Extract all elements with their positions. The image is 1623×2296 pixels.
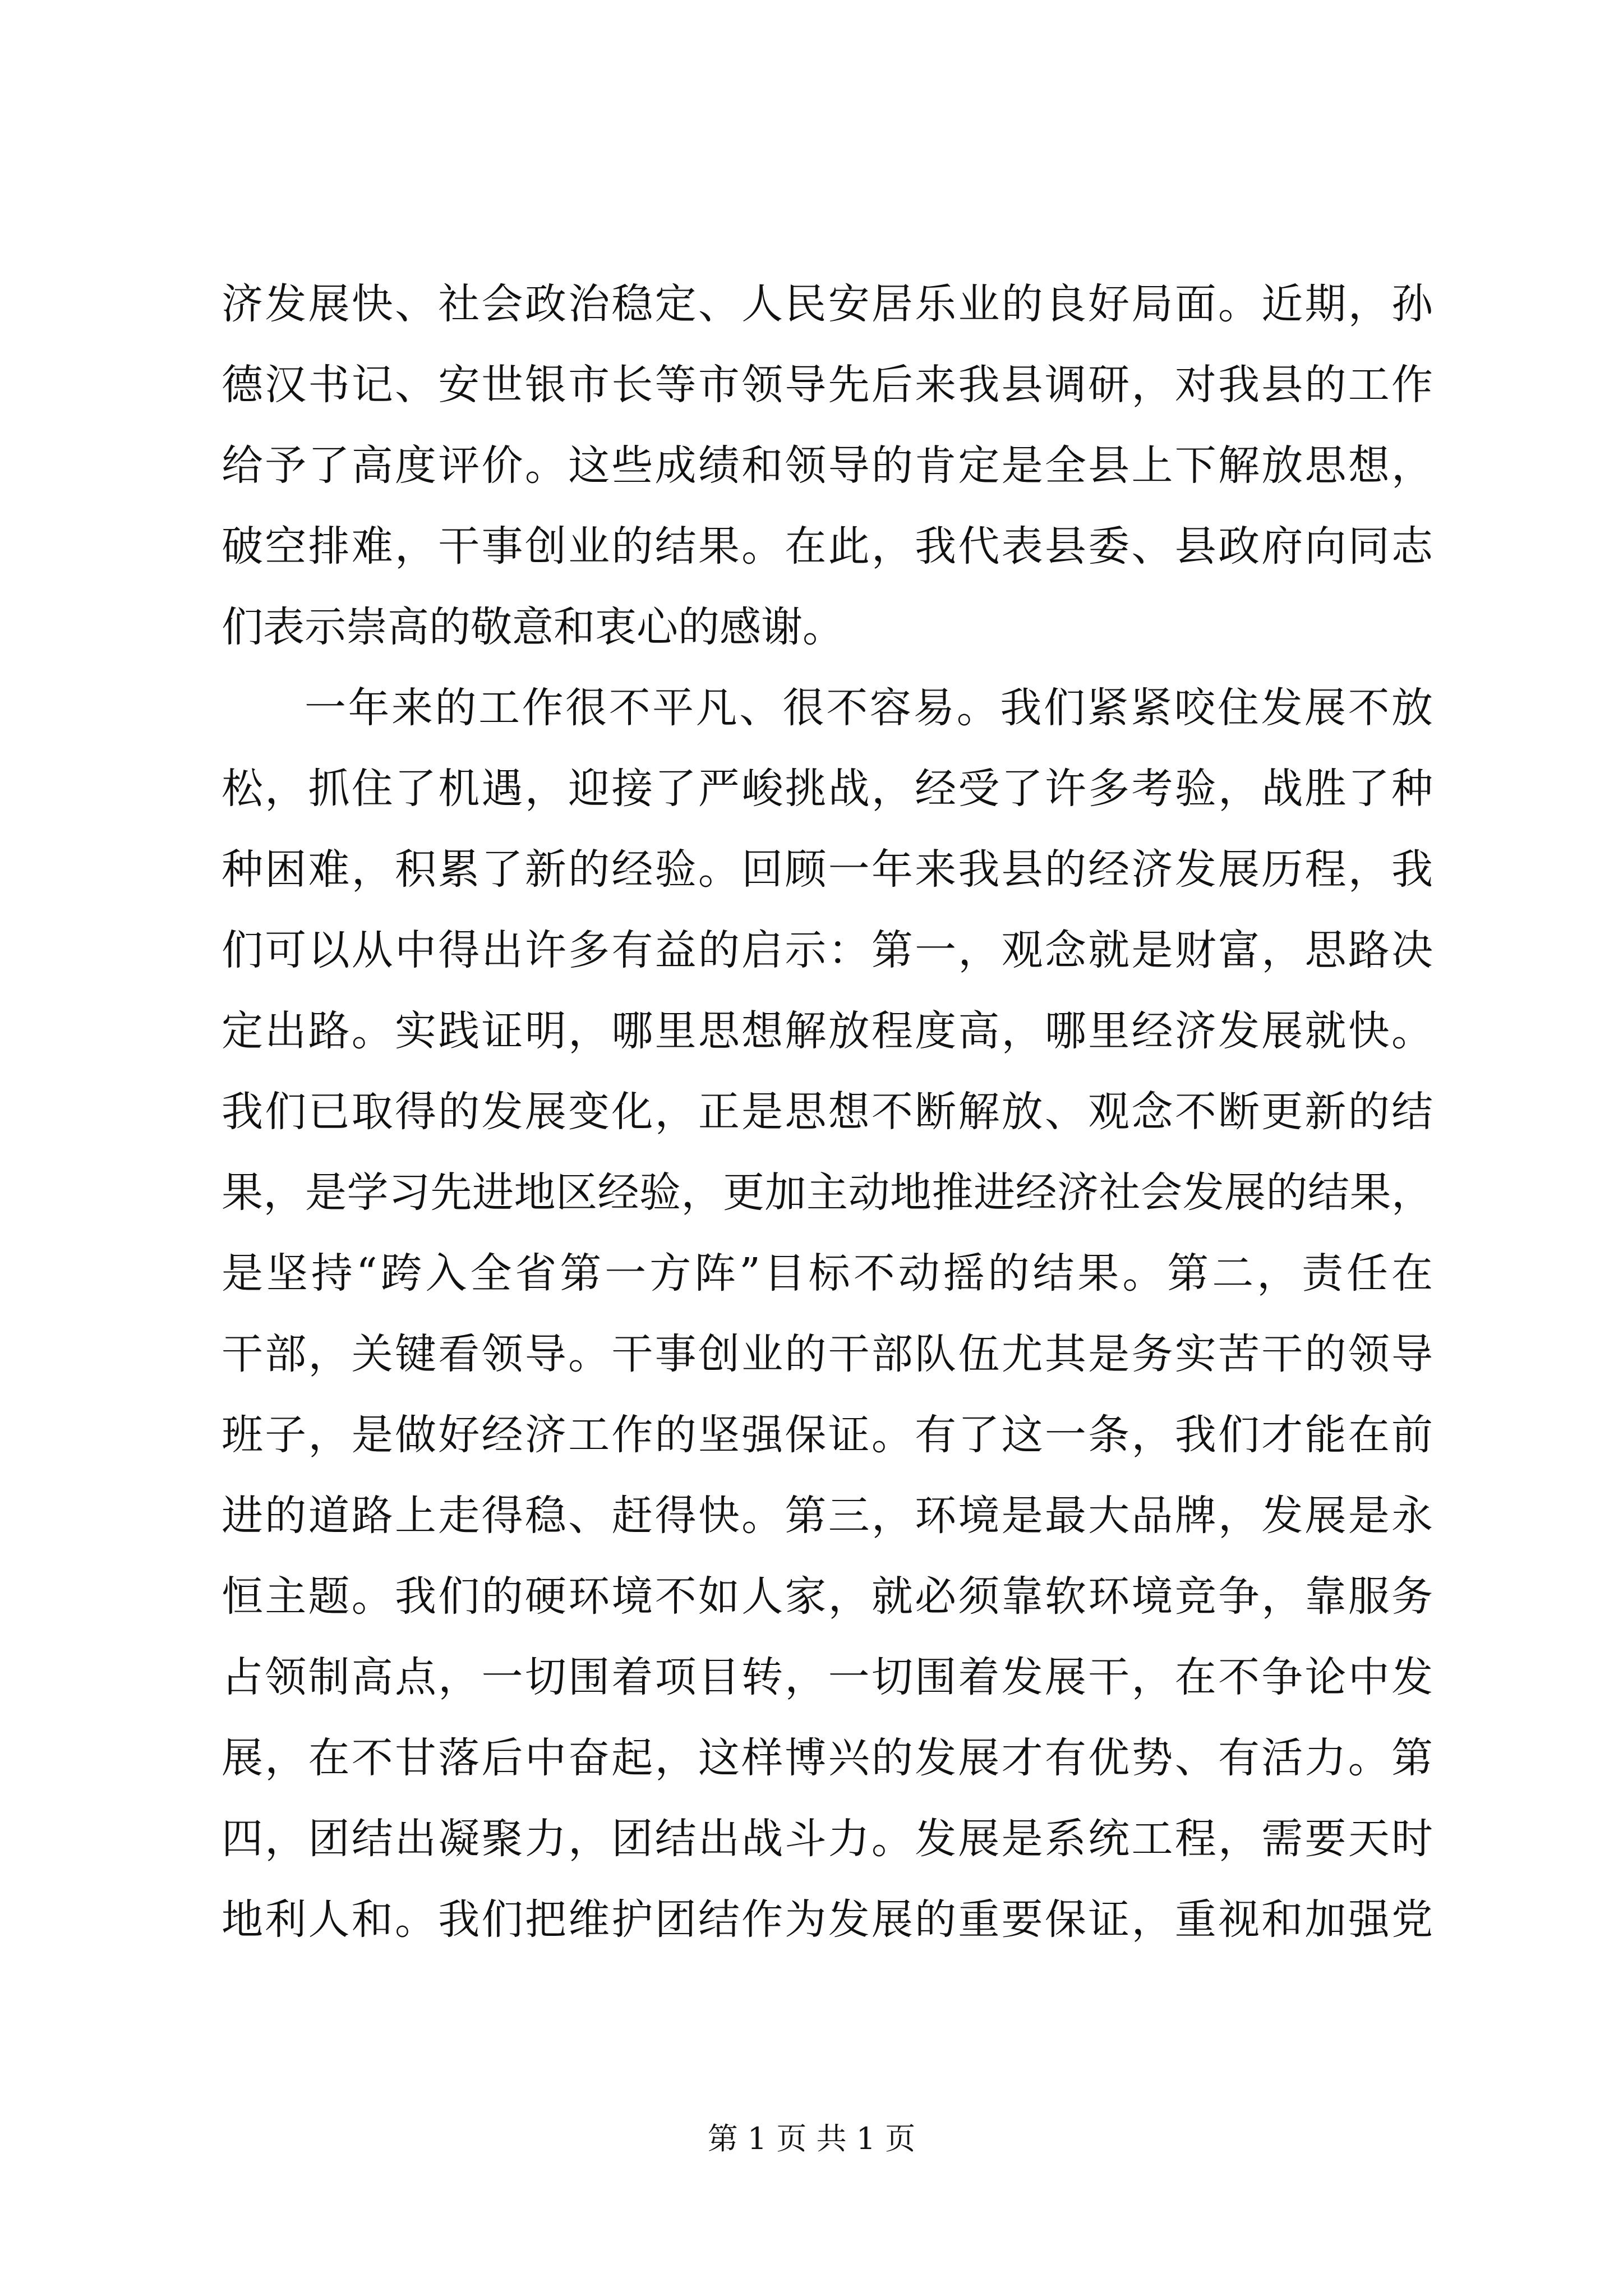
paragraph-2-line-12: 恒主题。我们的硬环境不如人家，就必须靠软环境竞争，靠服务 <box>222 1572 1433 1621</box>
paragraph-2-line-16: 地利人和。我们把维护团结作为发展的重要保证，重视和加强党 <box>222 1895 1433 1944</box>
paragraph-1-line-4: 破空排难，干事创业的结果。在此，我代表县委、县政府向同志 <box>222 522 1433 570</box>
paragraph-2-line-8: 是坚持“跨入全省第一方阵”目标不动摇的结果。第二，责任在 <box>222 1249 1433 1297</box>
paragraph-1-line-3: 给予了高度评价。这些成绩和领导的肯定是全县上下解放思想， <box>222 441 1433 490</box>
paragraph-1-line-1: 济发展快、社会政治稳定、人民安居乐业的良好局面。近期，孙 <box>222 280 1433 328</box>
paragraph-1-line-2: 德汉书记、安世银市长等市领导先后来我县调研，对我县的工作 <box>222 361 1433 409</box>
document-body <box>222 264 1433 1960</box>
paragraph-2-line-7: 果，是学习先进地区经验，更加主动地推进经济社会发展的结果， <box>222 1168 1433 1217</box>
paragraph-2-line-10: 班子，是做好经济工作的坚强保证。有了这一条，我们才能在前 <box>222 1411 1433 1459</box>
paragraph-2-line-4: 们可以从中得出许多有益的启示：第一，观念就是财富，思路决 <box>222 926 1433 974</box>
page-footer: 第 1 页 共 1 页 <box>707 2121 916 2156</box>
paragraph-2-line-14: 展，在不甘落后中奋起，这样博兴的发展才有优势、有活力。第 <box>222 1734 1433 1782</box>
paragraph-2-line-3: 种困难，积累了新的经验。回顾一年来我县的经济发展历程，我 <box>222 845 1433 894</box>
paragraph-2-line-2: 松，抓住了机遇，迎接了严峻挑战，经受了许多考验，战胜了种 <box>222 765 1433 813</box>
paragraph-2-line-15: 四，团结出凝聚力，团结出战斗力。发展是系统工程，需要天时 <box>222 1815 1433 1863</box>
paragraph-2-line-6: 我们已取得的发展变化，正是思想不断解放、观念不断更新的结 <box>222 1088 1433 1136</box>
paragraph-2-line-5: 定出路。实践证明，哪里思想解放程度高，哪里经济发展就快。 <box>222 1007 1433 1055</box>
paragraph-1-line-5: 们表示崇高的敬意和衷心的感谢。 <box>222 603 844 651</box>
paragraph-2-line-13: 占领制高点，一切围着项目转，一切围着发展干，在不争论中发 <box>222 1653 1433 1701</box>
paragraph-2-line-1: 一年来的工作很不平凡、很不容易。我们紧紧咬住发展不放 <box>305 684 1433 732</box>
paragraph-2-line-11: 进的道路上走得稳、赶得快。第三，环境是最大品牌，发展是永 <box>222 1492 1433 1540</box>
paragraph-2-line-9: 干部，关键看领导。干事创业的干部队伍尤其是务实苦干的领导 <box>222 1330 1433 1378</box>
